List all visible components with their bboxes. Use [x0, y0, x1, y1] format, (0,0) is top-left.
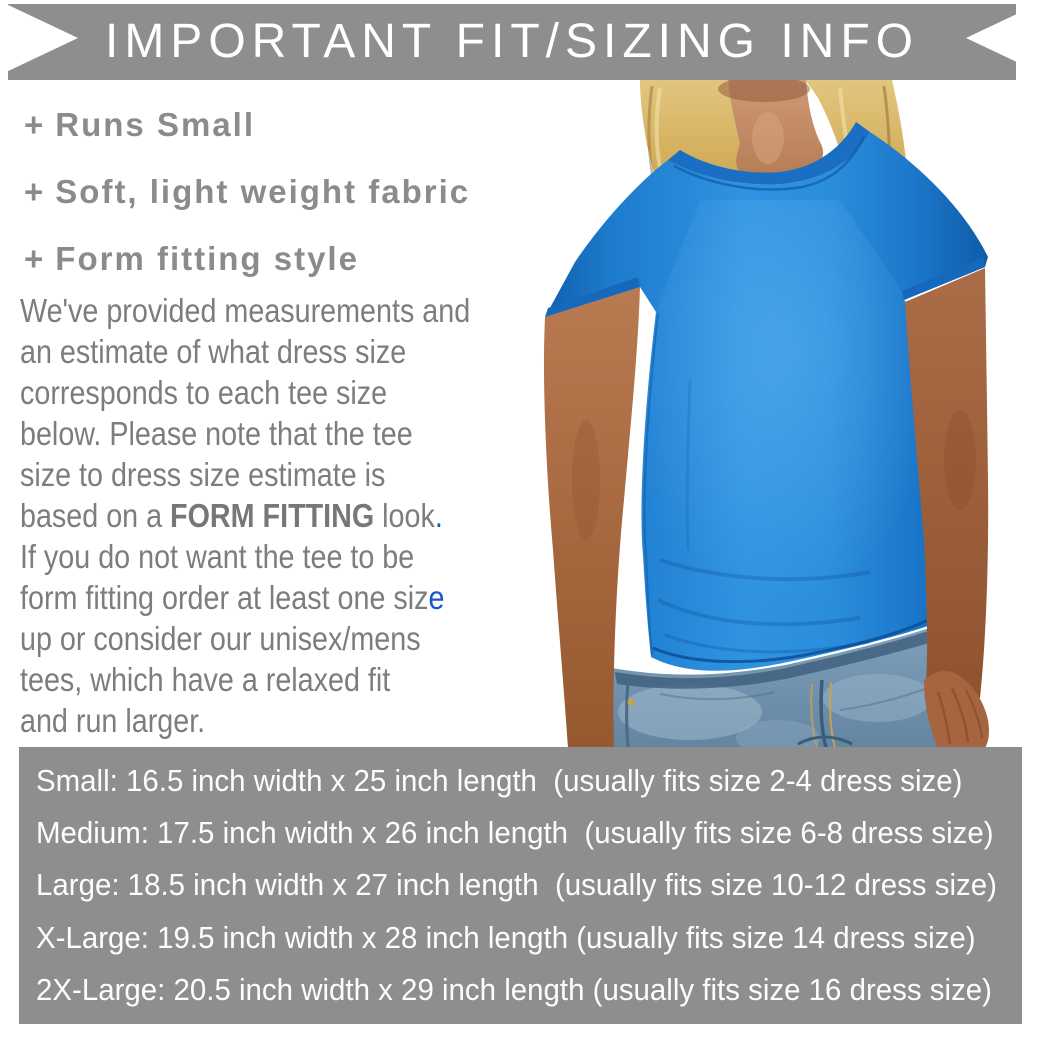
size-row-2x-large [19, 972, 1022, 1008]
size-row-text: 2X-Large: 20.5 inch width x 29 inch length (usually fits size 16 dress size) [36, 971, 992, 1007]
paragraph-segment: If you do not want the tee to be [20, 538, 415, 575]
size-row-medium [19, 815, 1022, 851]
size-table [19, 747, 1022, 1024]
feature-item-0 [24, 102, 544, 148]
model-photo [540, 80, 1044, 748]
plus-bullet-icon: + [24, 240, 46, 277]
paragraph-segment: tees, which have a relaxed fit [20, 661, 391, 698]
paragraph-segment: e [428, 579, 445, 616]
feature-text: Form fitting style [55, 240, 359, 277]
feature-item-1 [24, 169, 544, 215]
feature-item-2 [24, 236, 544, 282]
paragraph-segment: based on a [20, 497, 171, 534]
plus-bullet-icon: + [24, 173, 46, 210]
size-row-text: X-Large: 19.5 inch width x 28 inch length (usually fits size 14 dress size) [36, 919, 976, 955]
paragraph-segment: look [374, 497, 435, 534]
banner-title: IMPORTANT FIT/SIZING INFO [104, 14, 919, 68]
paragraph-segment: . [434, 497, 443, 534]
size-row-small [19, 763, 1022, 799]
paragraph-segment: up or consider our unisex/mens [20, 620, 421, 657]
model-photo-illustration [540, 80, 1044, 748]
paragraph-segment: FORM FITTING [170, 497, 375, 534]
ribbon-notch-right-icon [966, 3, 1040, 73]
size-row-x-large [19, 920, 1022, 956]
paragraph-segment: below. Please note that the tee [20, 415, 413, 452]
size-row-large [19, 867, 1022, 903]
feature-text: Soft, light weight fabric [55, 173, 471, 210]
fit-description-paragraph [20, 290, 507, 741]
ribbon-notch-left-icon [4, 3, 78, 73]
size-row-text: Small: 16.5 inch width x 25 inch length (usually fits size 2-4 dress size) [36, 763, 963, 799]
paragraph-segment: corresponds to each tee size [20, 374, 388, 411]
plus-bullet-icon: + [24, 106, 46, 143]
size-row-text: Medium: 17.5 inch width x 26 inch length (usually fits size 6-8 dress size) [36, 815, 994, 851]
paragraph-segment: and run larger. [20, 702, 206, 739]
feature-list [24, 102, 544, 303]
paragraph-segment: an estimate of what dress size [20, 333, 407, 370]
paragraph-segment: form fitting order at least one siz [20, 579, 429, 616]
paragraph-segment: size to dress size estimate is [20, 456, 386, 493]
paragraph-segment: We've provided measurements and [20, 292, 471, 329]
feature-text: Runs Small [55, 106, 255, 143]
fit-sizing-banner [8, 4, 1016, 80]
size-row-text: Large: 18.5 inch width x 27 inch length (usually fits size 10-12 dress size) [36, 867, 997, 903]
